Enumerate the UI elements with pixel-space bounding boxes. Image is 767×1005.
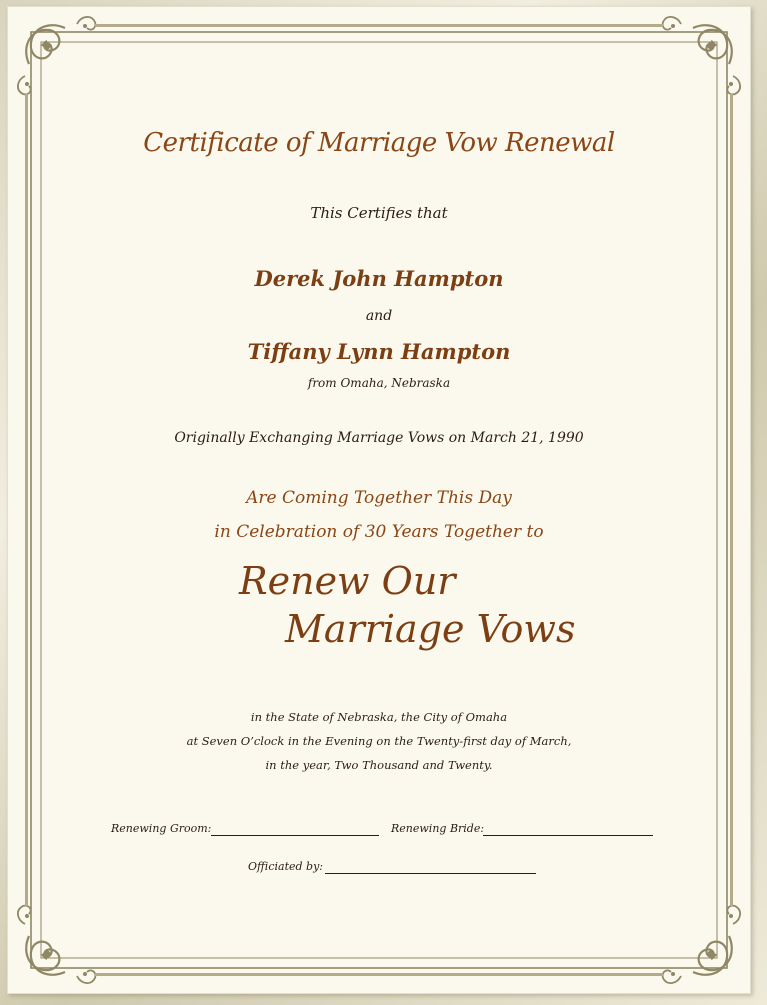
coming-together-line: Are Coming Together This Day bbox=[246, 488, 512, 508]
groom-name: Derek John Hampton bbox=[254, 266, 504, 291]
flourish-corner-icon bbox=[663, 906, 740, 983]
celebration-line: in Celebration of 30 Years Together to bbox=[214, 522, 544, 542]
flourish-corner-icon bbox=[18, 17, 95, 94]
location-line2: at Seven O’clock in the Evening on the Twenty-first day of March, bbox=[186, 734, 572, 748]
original-vows-text: Originally Exchanging Marriage Vows on March 21, 1990 bbox=[174, 430, 584, 446]
location-line1: in the State of Nebraska, the City of Omaha bbox=[250, 710, 508, 724]
renew-heading-line1: Renew Our bbox=[239, 559, 456, 603]
hometown-text: from Omaha, Nebraska bbox=[307, 376, 451, 390]
officiant-signature-label: Officiated by: bbox=[248, 860, 323, 873]
flourish-corner-icon bbox=[18, 906, 95, 983]
and-text: and bbox=[365, 308, 393, 324]
location-line3: in the year, Two Thousand and Twenty. bbox=[265, 758, 493, 772]
officiant-signature-line[interactable] bbox=[325, 873, 536, 874]
bride-name: Tiffany Lynn Hampton bbox=[247, 339, 511, 364]
groom-signature-label: Renewing Groom: bbox=[111, 822, 212, 835]
certificate-title: Certificate of Marriage Vow Renewal bbox=[143, 128, 615, 158]
certificate-paper bbox=[7, 6, 751, 994]
bride-signature-label: Renewing Bride: bbox=[391, 822, 485, 835]
bride-signature-line[interactable] bbox=[483, 835, 653, 836]
flourish-corner-icon bbox=[663, 17, 740, 94]
certifies-text: This Certifies that bbox=[310, 204, 448, 222]
groom-signature-line[interactable] bbox=[211, 835, 379, 836]
renew-heading-line2: Marriage Vows bbox=[285, 607, 576, 651]
